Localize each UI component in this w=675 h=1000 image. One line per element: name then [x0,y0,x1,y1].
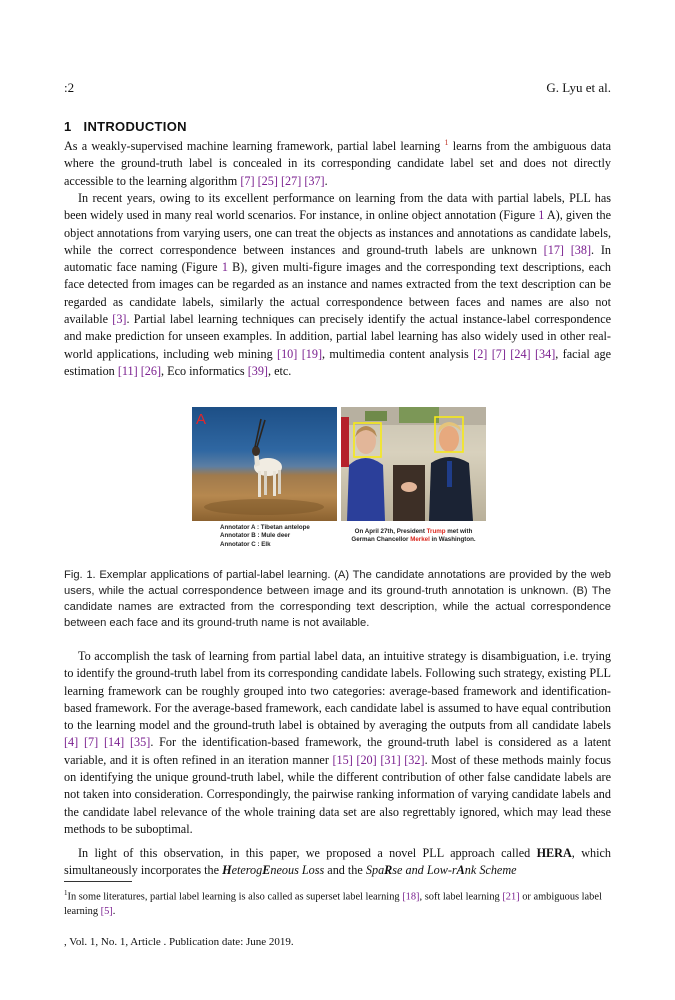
name-trump: Trump [426,528,446,535]
running-header-authors: G. Lyu et al. [546,80,611,95]
section-heading [64,119,187,134]
citation-link[interactable]: [3] [112,312,127,327]
meeting-photo [341,407,486,521]
citation-link[interactable]: [31] [380,752,401,767]
running-header-page: :2 [64,80,75,95]
footnote-number: 1 [64,889,68,897]
citation-link[interactable]: [5] [100,906,113,918]
citation-link[interactable]: [24] [510,346,531,361]
citation-link[interactable]: [11] [117,363,138,378]
paragraph-1: As a weakly-supervised machine learning framework, partial label learning $^1$ learns from the ambiguous data where the ground-truth label is concealed in its corresponding candidate label set and does not directly accessible to the learning algorithm [7] [25] [27] [37]. [64,137,611,188]
citation-link[interactable]: [37] [304,173,325,188]
citation-link[interactable]: [7] [240,173,255,188]
citation-link[interactable]: [4] [64,735,79,750]
footnote-rule [64,881,132,882]
citation-link[interactable]: [15] [332,752,353,767]
news-caption: On April 27th, President Trump met with German Chancellor Merkel in Washington. [351,528,476,544]
citation-link[interactable]: [21] [502,891,520,903]
page-footer: , Vol. 1, No. 1, Article . Publication date: June 2019. [64,936,294,948]
figure-1 [192,407,486,555]
annotator-b: Annotator B : Mule deer [220,532,291,540]
citation-link[interactable]: [18] [402,891,420,903]
citation-link[interactable]: [10] [277,346,298,361]
citation-link[interactable]: [19] [301,346,323,361]
figure-link[interactable]: 1 [538,208,545,223]
antelope-photo [192,407,337,521]
paragraph-3: To accomplish the task of learning from partial label data, an intuitive strategy is disambiguation, i.e. trying to identify the ground-truth label from its corresponding candidate labels. Following such strategy, existing PLL learning framework can be roughly grouped into two categories: average-based framework and identification-based framework. For the average-based framework, each candidate label is assumed to have equal contribution to the learning model and the ground-truth label is obtained by averaging the outputs from all candidate labels [4] [7] [14] [35]. For the identification-based framework, the ground-truth label is considered as a latent variable, and it is often refined in an iteration manner [15] [20] [31] [32]. Most of these methods mainly focus on identifying the unique ground-truth label, while the different contribution of other false candidate labels are not taken into consideration. Correspondingly, the pairwise ranking information of varying candidate labels and the candidate label relevance of the whole training data set are also regrettably ignored, which may lead these methods to be suboptimal. [64,649,612,836]
antelope-illustration [192,407,337,521]
citation-link[interactable]: [26] [140,363,162,378]
figure-caption: Fig. 1. Exemplar applications of partial-label learning. (A) The candidate annotations are provided by the web users, while the actual correspondence between image and its ground-truth annotation is unknown. (B) The candidate names are extracted from the corresponding text description, while the actual correspondence between each face and its ground-truth name is not available. [64,569,611,629]
citation-link[interactable]: [7] [83,735,99,750]
citation-link[interactable]: [25] [257,173,278,188]
citation-link[interactable]: [38] [570,242,592,257]
citation-link[interactable]: [14] [103,735,125,750]
footnote: $^1$In some literatures, partial label learning is also called as superset label learning [18], soft label learning [21] or ambiguous label learning [5]. [64,889,602,918]
citation-link[interactable]: [7] [491,346,506,361]
method-name: HERA [536,846,572,860]
meeting-illustration [341,407,486,521]
annotator-list [220,524,310,549]
annotator-a: Annotator A : Tibetan antelope [220,524,310,531]
name-merkel: Merkel [410,536,430,544]
citation-link[interactable]: [35] [130,735,151,750]
paragraph-4: In light of this observation, in this paper, we proposed a novel PLL approach called HERA, which simultaneously incorporates the HeterogEneous Loss and the SpaRse and Low-rAnk Scheme [64,846,611,878]
citation-link[interactable]: [39] [247,363,268,378]
section-number: 1 [64,119,72,134]
footnote-marker[interactable]: 1 [444,137,449,147]
figure-link[interactable]: 1 [221,260,228,275]
panel-a-label: A [196,411,207,428]
section-title: INTRODUCTION [83,119,187,134]
citation-link[interactable]: [34] [534,346,556,361]
citation-link[interactable]: [32] [404,752,425,767]
citation-link[interactable]: [20] [356,752,377,767]
citation-link[interactable]: [17] [543,242,564,257]
citation-link[interactable]: [27] [280,173,302,188]
paragraph-2: In recent years, owing to its excellent performance on learning from the data with partial labels, PLL has been widely used in many real world scenarios. For instance, in online object annotation (Figure 1 A), given the object annotations from varying users, one can treat the objects as instances and annotations as candidate labels, while the correct correspondence between instances and ground-truth labels are unknown [17] [38]. In automatic face naming (Figure 1 B), given multi-figure images and the corresponding text descriptions, each face detected from images can be regarded as an instance and names extracted from the text description can be regarded as candidate labels, similarly the actual correspondence between faces and names are also not available [3]. Partial label learning techniques can precisely identify the actual instance-label correspondence and make prediction for unseen examples. In addition, partial label learning has also widely used in other real-world applications, including web mining [10] [19], multimedia content analysis [2] [7] [24] [34], facial age estimation [11] [26], Eco informatics [39], etc. [64,191,612,378]
citation-link[interactable]: [2] [473,346,488,361]
annotator-c: Annotator C : Elk [220,540,271,548]
